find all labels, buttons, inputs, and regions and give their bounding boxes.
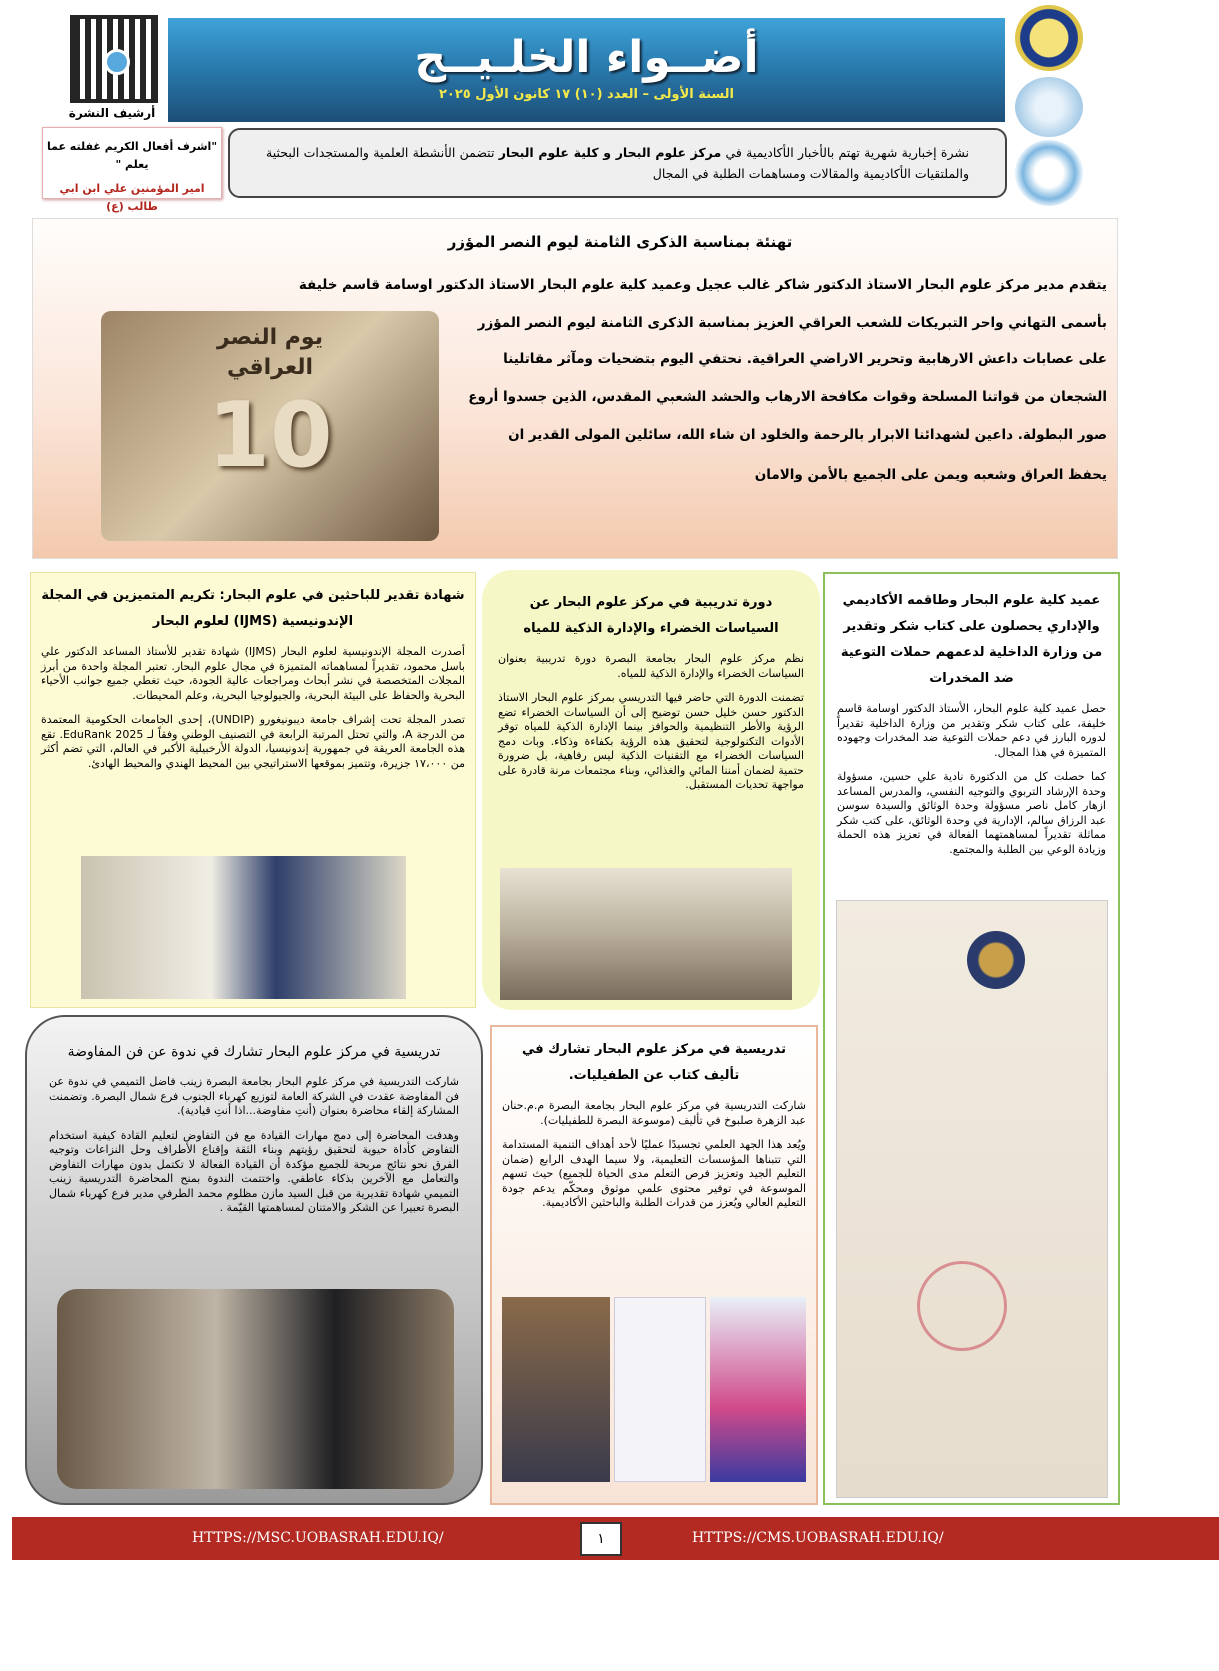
article-line: الشجعان من قواتنا المسلحة وقوات مكافحة الارهاب والحشد الشعبي المقدس، الذين جسدوا أروع [468,389,1107,405]
number-ten-graphic: 10 [207,383,333,488]
article-paragraph: حصل عميد كلية علوم البحار، الأستاذ الدكتور اوسامة قاسم خليفة، على كتاب شكر وتقدير من وزارة الداخلية تقديراً لدوره البارز في دعم حملات التوعية ضد المخدرات وجهوده المتميزة في هذا المجال. [837,702,1106,759]
description-text: نشرة إخبارية شهرية تهتم بالأخبار الأكاديمية في [721,145,969,160]
article-line: يحفظ العراق وشعبه ويمن على الجميع بالأمن والامان [754,467,1107,483]
newsletter-description [228,128,1007,198]
researcher-photo [81,856,406,999]
quote-text: "اشرف أفعال الكريم غفلته عما يعلم " [46,140,218,171]
page-number: ١ [580,1522,622,1556]
ijms-article [30,572,476,1008]
article-paragraph: كما حصلت كل من الدكتورة نادية علي حسين، مسؤولة وحدة الإرشاد التربوي والتوجيه النفسي، والمدرس المساعد ازهار كامل ناصر مسؤولة وحدة الوثائق والسيدة سوسن عبد الرزاق سالم، الإدارية في وحدة الوثائق، على كتب شكر مماثلة تقديراً لمساهمتهما الفعالة في تعزيز هذه الحملة وزيادة الوعي بين الطلبة والمجتمع. [837,770,1106,856]
seminar-photo [57,1289,454,1489]
dean-award-article [823,572,1120,1505]
article-paragraph: أصدرت المجلة الإندونيسية لعلوم البحار (IJMS) شهادة تقدير للأستاذ المساعد الدكتور علي باسل محمود، تقديراً لمساهماته المتميزة في مجال علوم البحار. تعتبر المجلة واحدة من أبرز المجلات المتخصصة في نشر أبحاث ومراجعات عالية الجودة، حيث تغطي جميع جوانب الأحياء البحرية والحفاظ على البيئة البحرية، والجيولوجيا البحرية، وعلم المحيطات. [41,645,465,702]
article-paragraph: وهدفت المحاضرة إلى دمج مهارات القيادة مع فن التفاوض لتعليم القادة كيفية استخدام التفاوض كأداة حيوية لتحقيق رؤيتهم وبناء الثقة وإقناع الأطراف وحل النزاعات وتوجيه الفرق نحو نتائج مربحة للجميع مؤكدة أن القيادة الفعالة لا تكتمل بدون مهارات التفاوض والتعامل مع الآخرين بذكاء عاطفي. واختتمت الندوة بمنح المحاضرة التدريسية زينب التميمي شهادة تقديرية من قبل السيد مازن مظلوم محمد الطرفي مدير فرع كهرباء شمال البصرة تعبيرا عن الشكر والامتنان لمساهمتها القيّمة . [49,1128,459,1214]
footer-bar [12,1517,1219,1560]
msc-website-link[interactable]: HTTPS://MSC.UOBASRAH.EDU.IQ/ [192,1530,444,1546]
article-title: تدريسية في مركز علوم البحار تشارك في تأليف كتاب عن الطفيليات. [521,1042,787,1083]
issue-info: السنة الأولى – العدد (١٠) ١٧ كانون الأول ٢٠٢٥ [438,87,735,102]
masthead-banner [168,18,1005,122]
article-line: يتقدم مدير مركز علوم البحار الاستاذ الدكتور شاكر غالب عجيل وعميد كلية علوم البحار الاستاذ الدكتور اوسامة قاسم خليفة [298,277,1107,293]
author-photo [502,1297,610,1482]
article-title: عميد كلية علوم البحار وطاقمه الأكاديمي والإداري يحصلون على كتاب شكر وتقدير من وزارة الداخلية لدعمهم حملات التوعية ضد المخدرات [840,593,1103,686]
ministry-seal-icon [967,931,1025,989]
description-bold: مركز علوم البحار و كلية علوم البحار [498,145,722,160]
training-course-article [482,570,820,1010]
article-paragraph: تضمنت الدورة التي حاضر فيها التدريسي بمركز علوم البحار الاستاذ الدكتور حسن خليل حسن توضيح إلى أن السياسات الخضراء تضع الرؤية والأطر التنظيمية والحوافز بينما الإدارة الذكية للمياه توفر الأدوات التكنولوجية لتحقيق هذه الرؤية بكفاءة وذكاء. وبات دمج السياسات الخضراء مع التقنيات الذكية ليس رفاهية، بل ضرورة حتمية لضمان أمننا المائي والغذائي، وبناء مجتمعات مرنة قادرة على مواجهة تحديات المستقبل. [498,691,804,791]
stamp-icon [917,1261,1007,1351]
quote-box [42,127,222,213]
book-cover-image [710,1297,806,1482]
negotiation-seminar-article [25,1015,483,1505]
article-paragraph: ويُعد هذا الجهد العلمي تجسيدًا عمليًا لأحد أهداف التنمية المستدامة التي تتبناها المؤسسات التعليمية، ولا سيما الهدف الرابع (ضمان التعليم الجيد وتعزيز فرص التعلم مدى الحياة للجميع) حيث تسهم الموسوعة في توفير محتوى علمي موثوق ومحكّم يدعم جودة التعليم العالي ويُعزز من قدرات الطلبة والباحثين الأكاديمية. [502,1138,806,1209]
victory-day-article [32,218,1118,559]
marine-science-centre-logo [1015,140,1083,206]
qr-code-icon[interactable] [70,15,158,103]
article-title: تهنئة بمناسبة الذكرى الثامنة ليوم النصر المؤزر [447,233,793,251]
article-line: صور البطولة. داعين لشهدائنا الابرار بالرحمة والخلود ان شاء الله، سائلين المولى القدير ان [508,427,1107,443]
article-line: بأسمى التهاني واحر التبريكات للشعب العراقي العزيز بمناسبة الذكرى الثامنة ليوم النصر المؤزر [477,315,1107,331]
article-paragraph: شاركت التدريسية في مركز علوم البحار بجامعة البصرة م.م.حنان عبد الزهرة صلبوخ في تأليف (موسوعة البصرة للطفيليات). [502,1099,806,1127]
article-line: على عصابات داعش الارهابية وتحرير الاراضي العراقية. نحتفي اليوم بتضحيات ومآثر مقاتلينا [503,351,1107,367]
description-text-2: تتضمن الأنشطة العلمية والمستجدات البحثية والملتقيات الأكاديمية والمقالات ومساهمات الطلبة في المجال [266,145,969,181]
archive-label[interactable]: أرشيف النشرة [68,106,156,120]
book-inner-page-image [614,1297,706,1482]
quote-author: امير المؤمنين علي ابن ابي طالب (ع) [59,182,205,213]
course-photo [500,868,792,1000]
article-paragraph: نظم مركز علوم البحار بجامعة البصرة دورة تدريبية بعنوان السياسات الخضراء والإدارة الذكية للمياه. [498,652,804,680]
parasite-book-article [490,1025,818,1505]
article-title: تدريسية في مركز علوم البحار تشارك في ندوة عن فن المفاوضة [67,1044,441,1060]
thank-you-letter-image [836,900,1108,1498]
article-title: دورة تدريبية في مركز علوم البحار عن السياسات الخضراء والإدارة الذكية للمياه [523,595,779,636]
victory-day-poster [101,311,439,541]
newsletter-title: أضــواء الخلـيــج [414,32,759,83]
university-logo [1015,5,1083,71]
poster-caption: يوم النصر العراقي [217,325,323,380]
article-paragraph: تصدر المجلة تحت إشراف جامعة ديبونيغورو (UNDIP)، إحدى الجامعات الحكومية المعتمدة من الدرجة A، والتي تحتل المرتبة الرابعة في التصنيف الوطني وفقاً لـ EduRank 2025. تقع هذه الجامعة العريقة في جمهورية إندونيسيا، الدولة الأرخبيلية الأكبر في العالم، التي تضم أكثر من ١٧،٠٠٠ جزيرة، وتتميز بموقعها الاستراتيجي بين المحيط الهندي والمحيط الهادئ. [41,713,465,770]
cms-website-link[interactable]: HTTPS://CMS.UOBASRAH.EDU.IQ/ [692,1530,944,1546]
article-title: شهادة تقدير للباحثين في علوم البحار: تكريم المتميزين في المجلة الإندونيسية (IJMS) لعلوم البحار [41,588,465,629]
college-logo [1015,77,1083,137]
article-paragraph: شاركت التدريسية في مركز علوم البحار بجامعة البصرة زينب فاضل التميمي في ندوة عن فن المفاوضة عقدت في الشركة العامة لتوزيع كهرباء الجنوب فرع شمال البصرة. وتضمنت المشاركة إلقاء محاضرة بعنوان (أنتِ مفاوضة...اذا أنتِ قيادية). [49,1075,459,1117]
